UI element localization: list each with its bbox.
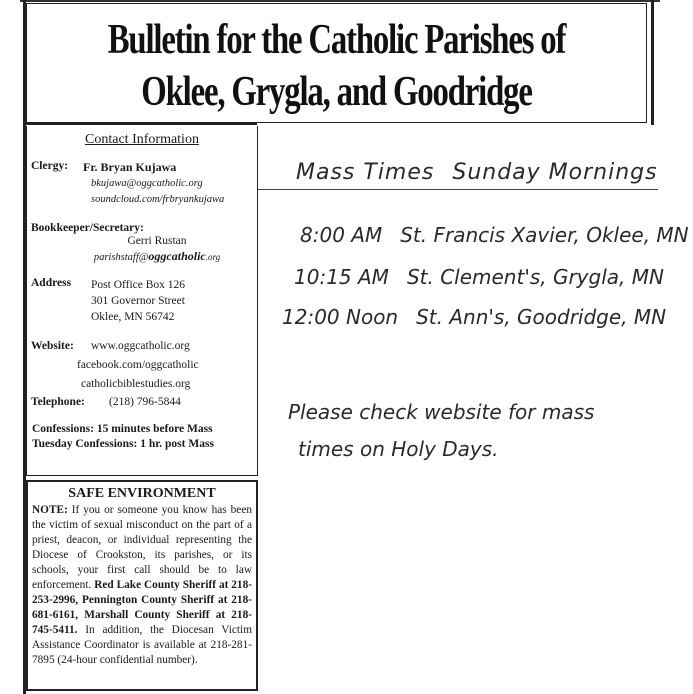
header-divider xyxy=(23,123,257,125)
address-label: Address xyxy=(31,277,72,289)
heading-left: Mass Times xyxy=(296,160,435,185)
right-border-rule xyxy=(651,0,654,125)
mass-location: St. Ann's, Goodridge, MN xyxy=(416,305,667,329)
mass-entry xyxy=(282,305,666,329)
contact-information-box xyxy=(26,126,258,476)
clergy-contact xyxy=(91,176,253,208)
clergy-row xyxy=(31,160,253,176)
address-row xyxy=(31,277,253,325)
mass-time: 8:00 AM xyxy=(300,223,383,247)
mass-time: 10:15 AM xyxy=(294,265,389,289)
address-lines xyxy=(91,277,185,325)
address-line: Post Office Box 126 xyxy=(91,279,186,291)
bookkeeper-name: Gerri Rustan xyxy=(127,235,187,247)
bookkeeper-contact xyxy=(31,234,253,265)
biblestudies-link[interactable]: catholicbiblestudies.org xyxy=(81,378,191,390)
safe-intro-text: If you or someone you know has been the victim of sexual misconduct on the part of a priest, deacon, or individual representing the Diocese of Crookston, its parishes, or its schools, your first call should be to law enforcement. xyxy=(32,504,252,591)
clergy-email-link[interactable]: bkujawa@oggcatholic.org xyxy=(91,178,203,189)
holy-days-note-line1: Please check website for mass xyxy=(288,400,595,424)
clergy-label: Clergy: xyxy=(31,160,69,172)
email-user: parishstaff@ xyxy=(93,252,149,263)
website-block xyxy=(31,337,253,394)
clergy-name: Fr. Bryan Kujawa xyxy=(83,160,177,174)
sheriff-contacts: Red Lake County Sheriff at 218-253-2996, Pennington County Sheriff at 218-681-6161, Marshall County Sheriff at 218-745-5411. xyxy=(32,579,252,636)
email-tld: .org xyxy=(205,252,221,262)
website-label: Website: xyxy=(31,340,74,352)
telephone-label: Telephone: xyxy=(31,396,85,408)
mass-time: 12:00 Noon xyxy=(282,305,399,329)
holy-days-note-line2: times on Holy Days. xyxy=(298,437,499,461)
tuesday-confessions-line: Tuesday Confessions: 1 hr. post Mass xyxy=(32,438,214,450)
telephone-number: (218) 796-5844 xyxy=(109,396,181,408)
note-label: NOTE: xyxy=(32,504,68,516)
confessions-line: Confessions: 15 minutes before Mass xyxy=(32,423,213,435)
heading-right: Sunday Mornings xyxy=(452,160,658,185)
address-line: Oklee, MN 56742 xyxy=(91,311,175,323)
bookkeeper-email-link[interactable] xyxy=(61,249,253,265)
heading-underline xyxy=(258,189,658,190)
contact-title: Contact Information xyxy=(85,132,199,147)
mass-location: St. Clement's, Grygla, MN xyxy=(406,265,664,289)
bulletin-header xyxy=(26,3,647,123)
safe-outro-text: In addition, the Diocesan Victim Assistance Coordinator is available at 218-281-7895 (24-hour confidential number). xyxy=(32,624,252,666)
mass-entry xyxy=(294,265,664,289)
bookkeeper-label: Bookkeeper/Secretary: xyxy=(31,222,144,234)
safe-environment-box xyxy=(26,480,258,691)
address-line: 301 Governor Street xyxy=(91,295,185,307)
confessions-info xyxy=(31,422,253,452)
bulletin-title-line1: Bulletin for the Catholic Parishes of xyxy=(107,17,566,63)
email-domain: oggcatholic xyxy=(148,249,206,263)
bulletin-title-line2: Oklee, Grygla, and Goodridge xyxy=(141,69,532,115)
top-border-rule xyxy=(20,0,660,2)
handwritten-mass-times xyxy=(258,125,693,694)
facebook-link[interactable]: facebook.com/oggcatholic xyxy=(77,359,199,371)
website-row xyxy=(31,337,253,356)
mass-entry xyxy=(300,223,689,247)
mass-location: St. Francis Xavier, Oklee, MN xyxy=(400,223,689,247)
mass-times-heading xyxy=(296,160,658,185)
safe-environment-title: SAFE ENVIRONMENT xyxy=(68,486,216,501)
website-link[interactable]: www.oggcatholic.org xyxy=(91,340,190,352)
clergy-soundcloud-link[interactable]: soundcloud.com/frbryankujawa xyxy=(91,194,225,205)
telephone-row xyxy=(31,394,253,410)
safe-environment-body xyxy=(32,503,252,668)
